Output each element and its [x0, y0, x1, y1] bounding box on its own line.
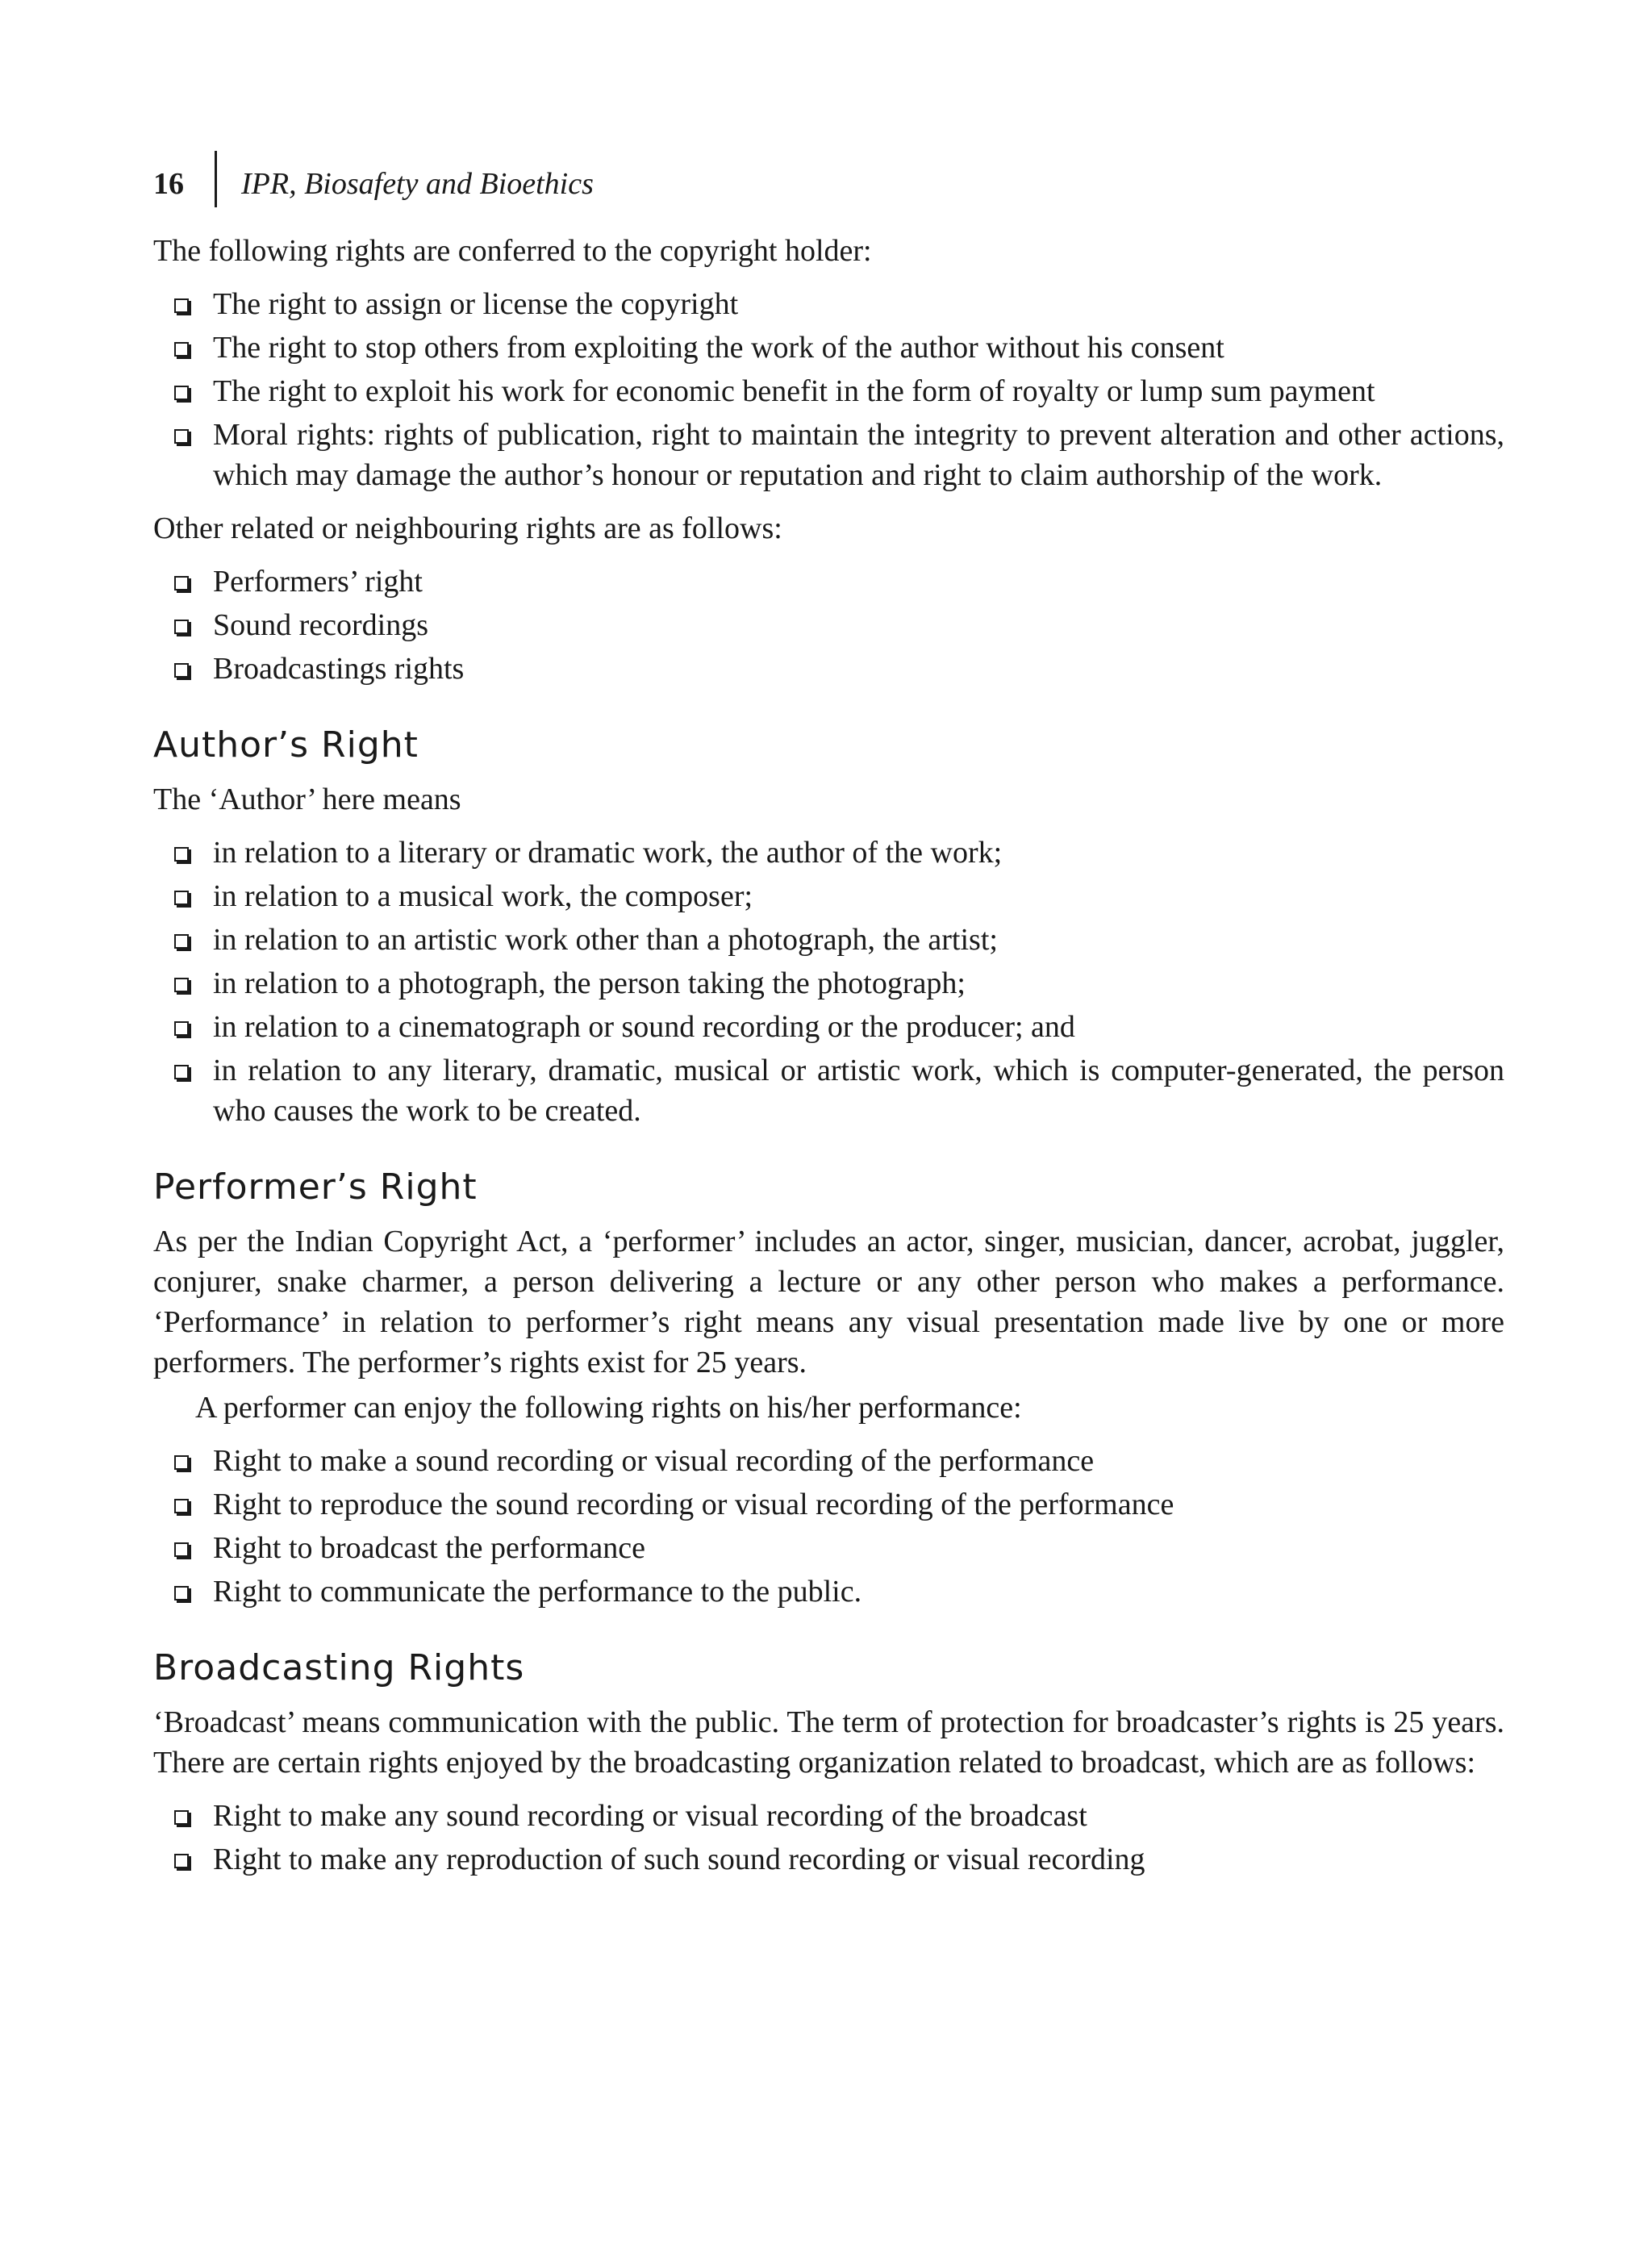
- checkbox-bullet-icon: [174, 620, 189, 634]
- checkbox-bullet-icon: [174, 386, 189, 400]
- broadcasting-rights-paragraph: ‘Broadcast’ means communication with the public. The term of protection for broadcaster’s rights is 25 years. There are certain rights enjoyed by the broadcasting organization related to broadcast, which are as follows:: [153, 1705, 1504, 1780]
- checkbox-bullet-icon: [174, 1854, 189, 1868]
- running-head: [153, 153, 1504, 215]
- list-item: in relation to a musical work, the composer;: [153, 876, 1504, 916]
- list-item: in relation to a photograph, the person taking the photograph;: [153, 963, 1504, 1004]
- broadcasting-rights-heading: Broadcasting Rights: [153, 1647, 525, 1688]
- checkbox-bullet-icon: [174, 1586, 189, 1600]
- page: [153, 153, 1504, 1893]
- checkbox-bullet-icon: [174, 663, 189, 678]
- authors-right-lead: The ‘Author’ here means: [153, 782, 461, 816]
- checkbox-bullet-icon: [174, 298, 189, 313]
- performers-right-lead: A performer can enjoy the following rights on his/her performance:: [195, 1391, 1022, 1425]
- list-item: Right to make any sound recording or visual recording of the broadcast: [153, 1796, 1504, 1836]
- checkbox-bullet-icon: [174, 934, 189, 949]
- copyright-holder-rights-list: [153, 284, 1504, 495]
- book-title: IPR, Biosafety and Bioethics: [241, 167, 594, 201]
- intro-lead: The following rights are conferred to the copyright holder:: [153, 234, 872, 268]
- broadcasting-rights-list: [153, 1796, 1504, 1880]
- list-item: Right to reproduce the sound recording or visual recording of the performance: [153, 1484, 1504, 1525]
- list-item: The right to exploit his work for economic benefit in the form of royalty or lump sum payment: [153, 371, 1504, 411]
- related-rights-lead: Other related or neighbouring rights are as follows:: [153, 511, 782, 545]
- checkbox-bullet-icon: [174, 1455, 189, 1470]
- list-item: in relation to an artistic work other than a photograph, the artist;: [153, 920, 1504, 960]
- list-item: Performers’ right: [153, 561, 1504, 602]
- list-item: Right to communicate the performance to the public.: [153, 1571, 1504, 1612]
- checkbox-bullet-icon: [174, 978, 189, 992]
- list-item: Right to make any reproduction of such sound recording or visual recording: [153, 1839, 1504, 1880]
- list-item: in relation to a literary or dramatic work, the author of the work;: [153, 833, 1504, 873]
- checkbox-bullet-icon: [174, 1810, 189, 1825]
- performers-right-heading: Performer’s Right: [153, 1166, 478, 1208]
- checkbox-bullet-icon: [174, 576, 189, 591]
- checkbox-bullet-icon: [174, 1499, 189, 1513]
- list-item: in relation to a cinematograph or sound recording or the producer; and: [153, 1007, 1504, 1047]
- page-number: 16: [153, 167, 184, 201]
- list-item: Right to make a sound recording or visual recording of the performance: [153, 1441, 1504, 1481]
- related-rights-list: [153, 561, 1504, 689]
- list-item: in relation to any literary, dramatic, musical or artistic work, which is computer-generated, the person who causes the work to be created.: [153, 1050, 1504, 1131]
- checkbox-bullet-icon: [174, 1542, 189, 1557]
- checkbox-bullet-icon: [174, 847, 189, 862]
- checkbox-bullet-icon: [174, 1021, 189, 1036]
- authors-right-heading: Author’s Right: [153, 724, 419, 766]
- author-definitions-list: [153, 833, 1504, 1131]
- checkbox-bullet-icon: [174, 891, 189, 905]
- list-item: The right to assign or license the copyright: [153, 284, 1504, 324]
- list-item: The right to stop others from exploiting the work of the author without his consent: [153, 328, 1504, 368]
- performer-rights-list: [153, 1441, 1504, 1612]
- checkbox-bullet-icon: [174, 429, 189, 444]
- list-item: Moral rights: rights of publication, right to maintain the integrity to prevent alteration and other actions, which may damage the author’s honour or reputation and right to claim authorship of the work.: [153, 415, 1504, 495]
- checkbox-bullet-icon: [174, 1065, 189, 1079]
- performers-right-paragraph: As per the Indian Copyright Act, a ‘performer’ includes an actor, singer, musician, dancer, acrobat, juggler, conjurer, snake charmer, a person delivering a lecture or any other person who makes a performance. ‘Performance’ in relation to performer’s right means any visual presentation made live by one or more performers. The performer’s rights exist for 25 years.: [153, 1225, 1504, 1379]
- list-item: Right to broadcast the performance: [153, 1528, 1504, 1568]
- list-item: Sound recordings: [153, 605, 1504, 645]
- checkbox-bullet-icon: [174, 342, 189, 357]
- list-item: Broadcastings rights: [153, 649, 1504, 689]
- header-divider: [215, 151, 217, 207]
